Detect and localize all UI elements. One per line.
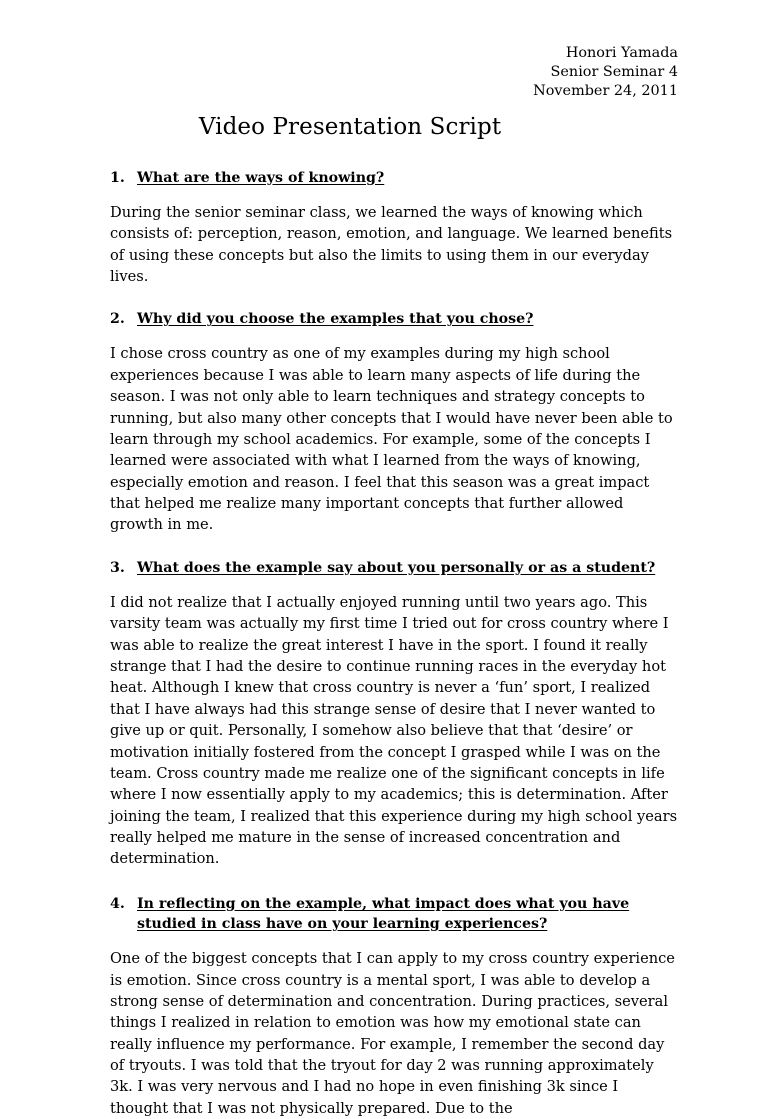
question-heading-3 <box>110 558 680 578</box>
question-section-4 <box>110 894 680 1119</box>
question-number-1: 1. <box>110 169 125 186</box>
answer-paragraph-4: One of the biggest concepts that I can apply to my cross country experience is emotion. Since cross country is a mental sport, I was able to develop a strong sense of determination and concentration. During practices, several things I realized in relation to emotion was how my emotional state can really influence my performance. For example, I remember the second day of tryouts. I was told that the tryout for day 2 was running approximately 3k. I was very nervous and I had no hope in even finishing 3k since I thought that I was not physically prepared. Due to the <box>110 950 675 1117</box>
question-section-2 <box>110 309 680 536</box>
header-author: Honori Yamada <box>565 45 678 61</box>
question-text-2: Why did you choose the examples that you chose? <box>137 311 534 328</box>
question-number-2: 2. <box>110 311 125 328</box>
question-text-1: What are the ways of knowing? <box>137 169 385 186</box>
document-header <box>110 44 678 101</box>
answer-paragraph-3: I did not realize that I actually enjoyed running until two years ago. This varsity team was actually my first time I tried out for cross country where I was able to realize the great interest I have in the sport. I found it really strange that I had the desire to continue running races in the everyday hot heat. Although I knew that cross country is never a ‘fun’ sport, I realized that I have always had this strange sense of desire that I never wanted to give up or quit. Personally, I somehow also believe that that ‘desire’ or motivation initially fostered from the concept I grasped while I was on the team. Cross country made me realize one of the significant concepts in life where I now essentially apply to my academics; this is determination. After joining the team, I realized that this experience during my high school years really helped me mature in the sense of increased concentration and determination. <box>110 593 678 868</box>
question-section-3 <box>110 558 680 870</box>
question-heading-1 <box>110 168 680 188</box>
page-title: Video Presentation Script <box>198 114 502 141</box>
question-text-3: What does the example say about you personally or as a student? <box>137 559 656 576</box>
question-heading-4 <box>110 894 680 934</box>
answer-paragraph-1: During the senior seminar class, we learned the ways of knowing which consists of: perception, reason, emotion, and language. We learned benefits of using these concepts but also the limits to using them in our everyday lives. <box>110 203 673 285</box>
question-text-4: In reflecting on the example, what impact does what you have studied in class have on your learning experiences? <box>137 895 630 933</box>
question-heading-2 <box>110 309 680 329</box>
question-number-3: 3. <box>110 559 125 576</box>
answer-paragraph-2: I chose cross country as one of my examples during my high school experiences because I was able to learn many aspects of life during the season. I was not only able to learn techniques and strategy concepts to running, but also many other concepts that I would have never been able to learn through my school academics. For example, some of the concepts I learned were associated with what I learned from the ways of knowing, especially emotion and reason. I feel that this season was a great impact that helped me realize many important concepts that further allowed growth in me. <box>110 345 673 534</box>
header-course: Senior Seminar 4 <box>550 64 678 81</box>
header-date: November 24, 2011 <box>533 83 678 100</box>
question-section-1 <box>110 168 680 288</box>
question-number-4: 4. <box>110 895 125 912</box>
